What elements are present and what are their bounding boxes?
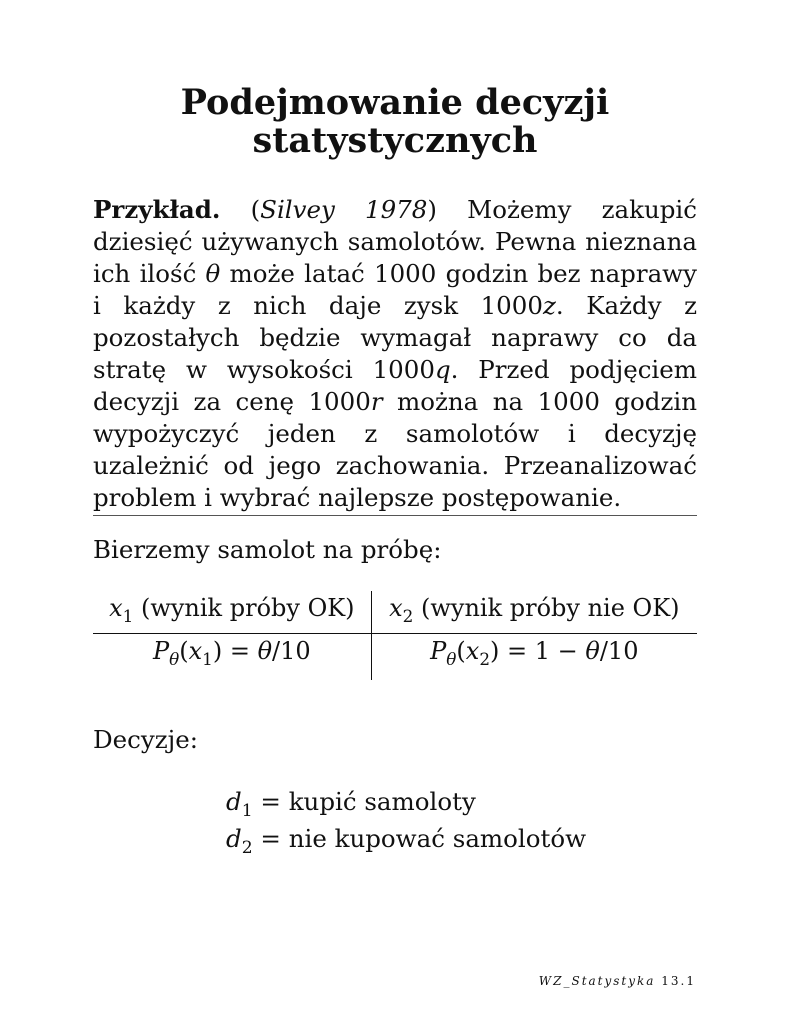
probability-x1: $P_\theta(x_1) = \theta/10$ <box>93 633 371 679</box>
footer-page-number: 13.1 <box>661 974 696 988</box>
section-divider <box>93 515 697 516</box>
example-label: Przykład. <box>93 195 221 224</box>
theta-symbol: θ <box>205 259 221 288</box>
decision-item: $d_2$ = nie kupować samolotów <box>226 824 587 858</box>
outcome-table <box>93 591 697 680</box>
page-footer <box>539 974 696 988</box>
citation-open: ( <box>250 195 261 224</box>
citation-close: ) <box>427 195 437 224</box>
example-paragraph <box>93 194 697 514</box>
footer-course: WZ_Statystyka <box>538 974 656 988</box>
q-symbol: q <box>434 355 451 384</box>
example-text-5: można na 1000 godzin wypożyczyć jeden z samolotów i decyzję uzależnić od jego zachowania. Przeanalizować problem i wybrać najlepsze postępowanie. <box>93 387 697 512</box>
example-text-4: . Przed podjęciem decyzji za cenę 1000 <box>93 355 697 416</box>
outcome-header-x1: $x_1$ (wynik próby OK) <box>93 591 371 633</box>
r-symbol: r <box>370 387 383 416</box>
title-line-2: statystycznych <box>252 120 538 161</box>
decision-item: $d_1$ = kupić samoloty <box>226 787 476 821</box>
probability-x2: $P_\theta(x_2) = 1 - \theta/10$ <box>430 636 639 669</box>
decisions-label: Decyzje: <box>93 725 198 754</box>
page-title <box>93 84 697 160</box>
example-text-1: Możemy zakupić dziesięć używanych samolotów. Pewna nieznana ich ilość <box>93 195 697 288</box>
outcome-header-x2: $x_2$ (wynik próby nie OK) <box>371 591 697 633</box>
outcome-header-row <box>93 591 697 633</box>
z-symbol: z <box>542 291 556 320</box>
intro-text: Bierzemy samolot na próbę: <box>93 535 442 564</box>
example-text-2: może latać 1000 godzin bez naprawy i każdy z nich daje zysk 1000 <box>93 259 697 320</box>
citation: Silvey 1978 <box>260 195 428 224</box>
outcome-probability-row <box>93 633 697 679</box>
example-text-3: . Każdy z pozostałych będzie wymagał naprawy co da stratę w wysokości 1000 <box>93 291 697 384</box>
title-line-1: Podejmowanie decyzji <box>180 82 610 123</box>
